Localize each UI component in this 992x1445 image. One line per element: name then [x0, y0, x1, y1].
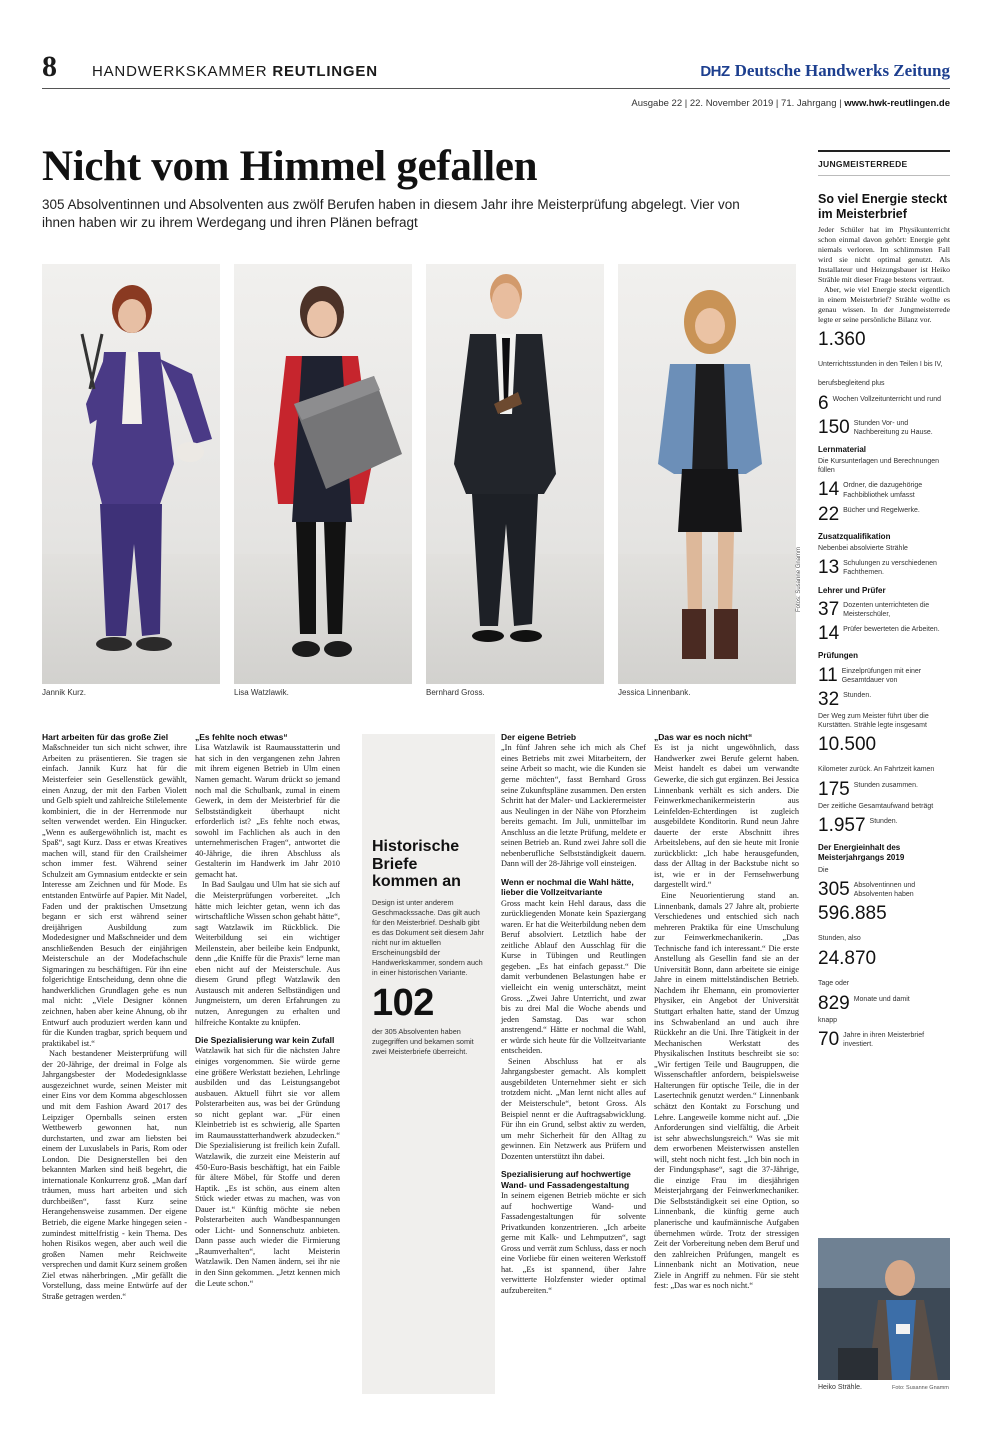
stat-item: [818, 600, 950, 619]
brand-name: Deutsche Handwerks Zeitung: [734, 61, 950, 80]
stat-label: Stunden Vor- und Nachbereitung zu Hause.: [853, 419, 933, 436]
stat-item: [818, 505, 950, 524]
stat-number: 14: [818, 479, 840, 501]
paragraph: „In fünf Jahren sehe ich mich als Chef eines Betriebs mit zwei Mitarbeitern, der seine Arbeit so macht, wie die Kunden sie gerne möchten“, fasst Bernhard Gross seine Zukunftspläne zusammen. Den ersten Schritt hat der Maler- und Lackierermeister aus Neulingen in der Nähe von Pforzheim bereits gemacht. Im Juli, unmittelbar im Anschluss an die letzte Prüfung, meldete er seinen Betrieb an. Rund zwei Jahre soll die nebenberufliche Selbstständigkeit dauern. Dann will der 28-Jährige voll einsteigen.: [501, 743, 646, 869]
stat-heading: Lernmaterial: [818, 444, 867, 454]
historic-box-text: Design ist unter anderem Geschmackssache. Das gilt auch für den Meisterbrief. Deshalb gibt es das Dokument seit diesem Jahr nicht nur im aktuellen Erscheinungsbild der Handwerkskammer, sondern auch in einer historischen Variante.: [372, 897, 484, 978]
stat-item: [818, 904, 950, 944]
stat-item: [818, 816, 950, 835]
page-number: 8: [42, 50, 57, 83]
stat-number: 10.500: [818, 734, 877, 756]
paragraph: Eine Neuorientierung stand an. Linnenbank, damals 27 Jahre alt, probierte Verschiedenes und entschied sich nach mehreren Praktika für eine Umschulung zur Feinwerkmechanikerin. „Das Technische fand ich interessant.“ Die erste Anstellung als Gesellin fand sie an der Universität Bonn, dann arbeitete sie einige Jahre in einem mittelständischen Betrieb. Nachdem ihr Ehemann, ein promovierter Physiker, ein Angebot der Universität Stuttgart erhalten hatte, stand der Umzug ins Schwabenland an und auch ihre Rückkehr an die Uni. Ihre Tätigkeit in der Mechanischen Werkstatt des Physikalischen Instituts beschreibt sie so: „Wir fertigen Teile und Baugruppen, die Wissenschaftler anfordern, beispielsweise Halterungen für optische Teile, die in der Lasertechnik genutzt werden.“ Linnenbank schätzt den Kontakt zu Forschung und Lehre. Langeweile komme nicht auf. „Die Anforderungen sind vielfältig, die Arbeit ist sehr abwechslungsreich.“ Was sie mit dem erworbenen Meisterwissen anstellen will, steht noch nicht fest. „Ich bin noch in der Findungsphase“, sagt die 37-Jährige, die einzige Frau im diesjährigen Meisterjahrgang der Feinwerkmechaniker. Die Selbstständigkeit sei eine Option, so Linnenbank, die künftig gerne auch planerische und kaufmännische Aufgaben übernehmen würde. Trotz der stressigen Zeit der Vorbereitung neben dem Beruf und den zahlreichen Prüfungen, mangelt es Linnenbank nicht an Motivation, neue Ziele in Angriff zu nehmen. Für sie steht fest: „Das war es noch nicht.“: [654, 891, 799, 1291]
historic-letters-box: [362, 734, 495, 1394]
sidebar-intro: [818, 225, 950, 325]
subheading: Der eigene Betrieb: [501, 732, 577, 742]
section-title: [92, 63, 378, 80]
photo-jessica-linnenbank: [618, 264, 796, 684]
stat-label: Stunden.: [843, 692, 872, 700]
stat-item: [818, 780, 950, 799]
paragraph: In seinem eigenen Betrieb möchte er sich auf hochwertige Wand- und Fassadengestaltungen für solvente Privatkunden konzentrieren. „Ich arbeite gerne mit Kalk- und Lehmputzen“, sagt Gross und verrät zum Schluss, dass er noch eine Vorliebe für einen weiteren Werkstoff hat. „Es ist spannend, über Jahre verwitterte Holzfenster wieder optimal aufzubereiten.“: [501, 1191, 646, 1295]
stat-heading: Der Energieinhalt des Meisterjahrgangs 2019: [818, 843, 905, 862]
article-subline: 305 Absolventinnen und Absolventen aus zwölf Berufen haben in diesem Jahr ihre Meisterprüfung abgelegt. Vier von ihnen haben wir zu ihrem Werdegang und ihren Plänen befragt: [42, 197, 740, 230]
stat-item: [818, 880, 950, 899]
sidebar-title: So viel Energie steckt im Meisterbrief: [818, 192, 948, 221]
stat-label: Prüfer bewerteten die Arbeiten.: [843, 626, 940, 634]
subheading: Wenn er nochmal die Wahl hätte, lieber die Vollzeitvariante: [501, 876, 634, 898]
stat-item: [818, 994, 950, 1013]
stat-number: 22: [818, 503, 840, 525]
stat-number: 14: [818, 623, 840, 645]
article-column-4: [654, 732, 799, 1292]
stat-number: 13: [818, 557, 840, 579]
stat-label: Tage oder: [818, 979, 850, 987]
stat-label: Jahre in ihren Meisterbrief investiert.: [843, 1031, 925, 1049]
subheading: „Das war es noch nicht“: [654, 732, 753, 742]
stat-text: Der zeitliche Gesamtaufwand beträgt: [818, 803, 934, 811]
stat-label: Einzelprüfungen mit einer Gesamtdauer von: [841, 667, 922, 684]
stat-item: [818, 330, 950, 389]
stat-heading: Lehrer und Prüfer: [818, 585, 886, 595]
stat-item: [818, 949, 950, 989]
subheading: Spezialisierung auf hochwertige Wand- und Fassadengestaltung: [501, 1169, 631, 1190]
stat-label: Stunden.: [869, 818, 898, 826]
photo-heiko-straehle: [818, 1238, 950, 1380]
photo-jannik-kurz: [42, 264, 220, 684]
stat-label: Bücher und Regelwerke.: [843, 506, 920, 514]
caption-jannik: Jannik Kurz.: [42, 688, 87, 697]
stat-number: 24.870: [818, 947, 877, 969]
brand-logo-short: DHZ: [700, 63, 730, 80]
section-title-light: HANDWERKSKAMMER: [92, 63, 268, 80]
stat-item: [818, 418, 950, 437]
caption-lisa: Lisa Watzlawik.: [234, 688, 289, 697]
paragraph: Lisa Watzlawik ist Raumausstatterin und hat sich in den vergangenen zehn Jahren mit ihrem eigenen Betrieb in Ulm einen Namen gemacht. Warum drückt so jemand noch mal die Schulbank, zumal in einem Gewerk, in dem der Meisterbrief für die Selbstständigkeit überhaupt nicht erforderlich ist? „Es fehlte noch etwas, sowohl im Fachlichen als auch in den unternehmerischen Fragen“, antwortet die 40-Jährige, die ihren Abschluss als Gestalterin im Handwerk im Jahr 2010 gemacht hat.: [195, 743, 340, 879]
historic-box-title: Historische Briefe kommen an: [372, 838, 461, 891]
stat-item: [818, 690, 950, 709]
sidebar-jungmeisterrede: [818, 150, 950, 1049]
issue-line: [631, 98, 950, 109]
stat-text: knapp: [818, 1016, 838, 1024]
stat-number: 6: [818, 392, 829, 414]
paragraph: Gross macht kein Hehl daraus, dass die zurückliegenden Monate kein Spaziergang waren. Er hat die Weiterbildung neben dem Beruf absolviert. Letztlich habe der zeitliche Ablauf den Ausschlag für die Kurse in Tübingen und Reutlingen gegeben. „Es hat einfach gepasst.“ Die damit verbundenen Belastungen habe er vielleicht ein wenig unterschätzt, meint Gross. „Zwei Jahre Unterricht, und zwar bis zu drei Mal die Woche abends und jeden Samstag. Das war schon anstrengend.“ Hätte er nochmal die Wahl, er würde sich heute für die Vollzeitvariante entscheiden.: [501, 898, 646, 1056]
stat-text: Nebenbei absolvierte Strähle: [818, 545, 908, 553]
stat-text: Die Kursunterlagen und Berechnungen füllen: [818, 458, 940, 475]
sidebar-stats: [818, 330, 950, 1050]
stat-number: 175: [818, 779, 850, 801]
article-headline: Nicht vom Himmel gefallen: [42, 143, 538, 190]
stat-number: 829: [818, 992, 850, 1014]
caption-bernhard: Bernhard Gross.: [426, 688, 485, 697]
stat-number: 37: [818, 599, 840, 621]
stat-item: [818, 558, 950, 577]
subheading: „Es fehlte noch etwas“: [195, 732, 288, 742]
stat-heading: Zusatzqualifikation: [818, 531, 891, 541]
photo-bernhard-gross: [426, 264, 604, 684]
stat-label: Unterrichtsstunden in den Teilen I bis IV, berufsbegleitend plus: [818, 360, 943, 387]
stat-item: [818, 480, 950, 499]
stat-label: Stunden zusammen.: [853, 782, 918, 790]
article-column-2: [195, 732, 340, 1289]
photo-credit: Fotos: Susanne Gnamm: [796, 546, 802, 612]
stat-number: 1.360: [818, 328, 866, 350]
stat-number: 305: [818, 878, 850, 900]
article-column-1: [42, 732, 187, 1302]
paragraph: Es ist ja nicht ungewöhnlich, dass Handwerker zwei Berufe gelernt haben. Meist handelt es dabei um verwandte Gewerke, die sich gut ergänzen. Bei Jessica Linnenbank verhält es sich anders. Die Feinwerkmechanikermeisterin aus Leinfelden-Echterdingen ist zugleich ausgebildete Konditorin. Rund neun Jahre dauerte der erste Abschnitt ihres Arbeitslebens, auf den sie heute mit Ironie zurückblickt: „Ich habe herausgefunden, dass der Alltag in der Backstube nicht so ist, wie er in der Fernsehwerbung dargestellt wird.“: [654, 743, 799, 890]
subheading: Hart arbeiten für das große Ziel: [42, 732, 169, 742]
sidebar-intro-paragraph: Aber, wie viel Energie steckt eigentlich in einem Meisterbrief? Strähle wollte es genau wissen. In der Jungmeisterrede legte er seine persönliche Bilanz vor.: [818, 284, 950, 324]
caption-jessica: Jessica Linnenbank.: [618, 688, 691, 697]
stat-item: [818, 1030, 950, 1049]
paragraph: In Bad Saulgau und Ulm hat sie sich auf die Meisterprüfungen vorbereitet. „Ich hätte mich leichter getan, wenn ich das wirtschaftliche Wissen schon gehabt hätte“, sagt Watzlawik im Rückblick. Die Weiterbildung sei ein wichtiger Meilenstein, aber beileibe kein Endpunkt, denn „die Kniffe für die Praxis“ lerne man eben nicht auf der Meisterschule. Aus diesem Grund pflegt Watzlawik den Austausch mit anderen Selbständigen und Jungmeistern, um deren Erfahrungen zu nutzen, Anregungen zu erhalten und hilfreiche Kontakte zu knüpfen.: [195, 880, 340, 1027]
issue-info: Ausgabe 22 | 22. November 2019 | 71. Jahrgang |: [631, 98, 842, 109]
stat-number: 70: [818, 1028, 840, 1050]
stat-label: Ordner, die dazugehörige Fachbibliothek umfasst: [843, 482, 923, 499]
paragraph: Maßschneider tun sich nicht schwer, ihre Arbeiten zu präsentieren. Sie tragen sie einfach. Jannik Kurz hat für die Meisterfeier sein Gesellenstück gewählt, einen Anzug, der mit den Farben Violett und Gelb spielt und zahlreiche Stilelemente kombiniert, die in der Herrenmode nur selten verwendet werden. Ein Hingucker. „Wenn es außergewöhnlich ist, macht es Spaß“, sagt Kurz. Dass er etwas Kreatives machen will, stand für den Crailsheimer schon immer fest. Während seiner Schulzeit am Gymnasium entdeckte er sein Interesse am Zeichnen und für Mode. Es entstanden Entwürfe auf Papier. Mit Nadel, Faden und der praktischen Umsetzung begann er sich erst während seiner dreijährigen Ausbildung zum Modedesigner und Maßschneider und dem anschließenden Besuch der einjährigen Meisterschule an der Modefachschule Sigmaringen zu beschäftigen. Für ihn eine folgerichtige Entscheidung, denn ohne die handwerklichen Grundlagen gehe es nun mal nicht: „Viele Designer können zeichnen, haben aber keine Ahnung, ob ihr Entwurf auch produziert werden kann und für die Kunden tragbar, sprich bequem und praktikabel ist.“: [42, 743, 187, 1048]
stat-label: Absolventinnen und Absolventen haben: [853, 881, 916, 898]
stat-number: 150: [818, 416, 850, 438]
stat-number: 32: [818, 689, 840, 711]
header-rule: [42, 88, 950, 89]
sidebar-kicker: JUNGMEISTERREDE: [818, 150, 950, 176]
website-link[interactable]: www.hwk-reutlingen.de: [844, 98, 950, 109]
subheading: Die Spezialisierung war kein Zufall: [195, 1035, 335, 1046]
section-title-bold: REUTLINGEN: [272, 63, 378, 80]
sidebar-photo-credit: Foto: Susanne Gnamm: [892, 1385, 949, 1391]
stat-number: 1.957: [818, 815, 866, 837]
historic-box-number-text: der 305 Absolventen haben zugegriffen und bekamen somit zwei Meisterbriefe überreicht.: [372, 1027, 474, 1057]
stat-item: [818, 666, 950, 685]
historic-box-number: 102: [372, 982, 434, 1025]
stat-text: Die: [818, 866, 829, 874]
sidebar-photo-caption: Heiko Strähle.: [818, 1384, 862, 1391]
article-column-3: [501, 732, 646, 1297]
stat-label: Stunden, also: [818, 934, 861, 942]
paragraph: Watzlawik hat sich für die nächsten Jahre einiges vorgenommen. Sie würde gerne eine größere Werkstatt beziehen, Lehrlinge ausbilden und das Leistungsangebot ausbauen. Aktuell führt sie vor allem Polsterarbeiten aus, was bei der Gründung so nicht geplant war. „Für einen Kleinbetrieb ist es schwierig, alle Sparten im Raumausstatterhandwerk abzudecken.“ Die Spezialisierung ist freilich kein Zufall. Watzlawik, die zurzeit eine Meisterin auf 450-Euro-Basis beschäftigt, hat ein Faible für ältere Möbel, für Stoffe und deren Haptik. „Es ist schön, aus einem alten Stück wieder etwas zu machen, was von Dauer ist.“ Künftig möchte sie neben Polsterarbeiten auch Wandbespannungen oder Licht- und Sonnenschutz anbieten. Dann passe auch wieder die Firmierung „Raumverhalten“, lacht Meisterin Watzlawik. Den Namen ändern, sei ihr nie in den Sinn gekommen. „Jetzt kennen mich die Leute schon.“: [195, 1046, 340, 1288]
paragraph: Seinen Abschluss hat er als Jahrgangsbester gemacht. Als komplett ausgebildeten Unternehmer sieht er sich trotzdem nicht. „Man lernt nicht alles auf der Meisterschule“, betont Gross. Als Beispiel nennt er die Auftragsabwicklung. Für ihn ein Grund, selbst aktiv zu werden, um mehr Sicherheit für den Alltag zu gewinnen. Ein Netzwerk aus Prüfern und Dozenten unterstützt ihn dabei.: [501, 1056, 646, 1161]
paragraph: Nach bestandener Meisterprüfung will der 20-Jährige, der dreimal in Folge als Jahrgangsbester der Modedesignklasse ausgezeichnet wurde, seinen Meister mit einer Eins vor dem Komma abgeschlossen und mit dem Fashion Award 2017 des Leipziger Opernballs seinen ersten Wettbewerb gewonnen hat, nun durchstarten, und zwar am liebsten bei einem der Luxuslabels in Paris, Rom oder London. Die Designerstellen bei den bekannten Marken sind heiß begehrt, die internationale Konkurrenz groß. „Man darf träumen, muss hart arbeiten und sich durchbeißen“, fasst Kurz seine Herangehensweise zusammen. Der eigene Betrieb, die eigene Marke hingegen seien - zumindest mittelfristig - kein Thema. Des hohen Risikos wegen, aber auch weil die großen Namen mehr Reichweite versprechen und damit Kurz seinem großen Ziel etwas näherbringen. „Mir gefällt die Vorstellung, dass meine Entwürfe auf der Straße getragen werden.“: [42, 1049, 187, 1301]
newspaper-brand: [700, 61, 950, 81]
stat-label: Kilometer zurück. An Fahrtzeit kamen: [818, 766, 935, 774]
stat-label: Wochen Vollzeitunterricht und rund: [832, 395, 942, 403]
sidebar-intro-paragraph: Jeder Schüler hat im Physikunterricht schon einmal davon gehört: Energie geht niemals verloren. Im schlimmsten Fall wird sie nicht optimal genutzt. Als Installateur und Heizungsbauer ist Heiko Strähle mit dieser Frage bestens vertraut.: [818, 224, 950, 284]
stat-text: Der Weg zum Meister führt über die Kurstätten. Strähle legte insgesamt: [818, 713, 929, 730]
photo-lisa-watzlawik: [234, 264, 412, 684]
stat-label: Monate und damit: [853, 995, 910, 1003]
stat-item: [818, 735, 950, 775]
stat-label: Dozenten unterrichteten die Meisterschüler,: [843, 602, 930, 619]
stat-label: Schulungen zu verschiedenen Fachthemen.: [843, 560, 937, 577]
stat-item: [818, 394, 950, 413]
stat-heading: Prüfungen: [818, 651, 858, 661]
stat-number: 11: [818, 664, 838, 686]
stat-number: 596.885: [818, 902, 887, 924]
stat-item: [818, 624, 950, 643]
